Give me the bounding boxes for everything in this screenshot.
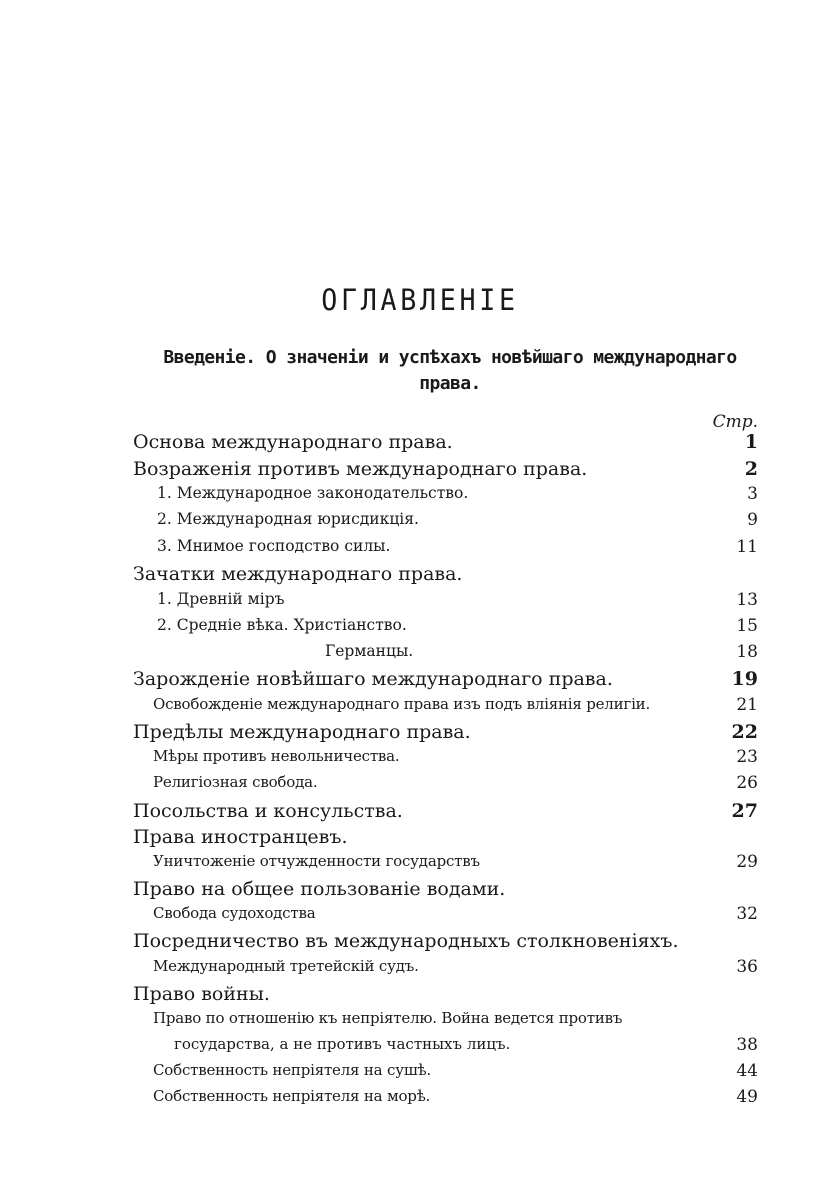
toc-entry-page-number: 38	[736, 1035, 758, 1055]
toc-entry-title: 2. Средніе вѣка. Христіанство.	[157, 616, 407, 634]
toc-entry-page-number: 23	[736, 747, 758, 767]
toc-entry-title: Свобода судоходства	[153, 904, 316, 922]
toc-entry-page-number: 22	[731, 721, 758, 743]
toc-entry-title: Зачатки международнаго права.	[133, 563, 463, 585]
toc-entry-page-number: 19	[731, 668, 758, 690]
toc-entry-page-number: 49	[736, 1087, 758, 1107]
toc-entry-title: Право по отношенію къ непріятелю. Война ведется противъ	[153, 1009, 623, 1027]
toc-entry-page-number: 44	[736, 1061, 758, 1081]
toc-entry-title: Право на общее пользованіе водами.	[133, 878, 506, 900]
toc-entry-page-number: 15	[736, 616, 758, 636]
toc-entry-title: Право войны.	[133, 983, 270, 1005]
toc-entry-title: Основа международнаго права.	[133, 431, 453, 453]
toc-entry-title: Международный третейскій судъ.	[153, 957, 419, 975]
toc-entry-title: Собственность непріятеля на сушѣ.	[153, 1061, 431, 1079]
toc-entry-title: государства, а не противъ частныхъ лицъ.	[174, 1035, 511, 1053]
toc-entry-title: Собственность непріятеля на морѣ.	[153, 1087, 431, 1105]
toc-entry-title: 1. Международное законодательство.	[157, 484, 469, 502]
introduction-heading	[140, 345, 760, 397]
toc-entry-title: Посредничество въ международныхъ столкновеніяхъ.	[133, 930, 679, 952]
toc-entry-page-number: 26	[736, 773, 758, 793]
toc-entry-page-number: 9	[747, 510, 758, 530]
introduction-heading-line-2: права.	[419, 373, 481, 394]
toc-entry-page-number: 29	[736, 852, 758, 872]
toc-entry-page-number: 11	[736, 537, 758, 557]
toc-entry-title: Мѣры противъ невольничества.	[153, 747, 400, 765]
toc-entry-title: Посольства и консульства.	[133, 800, 403, 822]
toc-entry-title: 1. Древній міръ	[157, 590, 285, 608]
toc-entry-page-number: 2	[744, 458, 758, 480]
page-title: ОГЛАВЛЕНІЕ	[321, 283, 519, 317]
toc-entry-page-number: 21	[736, 695, 758, 715]
introduction-heading-line-1: Введеніе. О значеніи и успѣхахъ новѣйшаго международнаго	[163, 347, 737, 368]
toc-entry-page-number: 18	[736, 642, 758, 662]
toc-entry-title: Возраженія противъ международнаго права.	[133, 458, 588, 480]
toc-entry-title: Права иностранцевъ.	[133, 826, 348, 848]
page-column-header: Стр.	[712, 412, 758, 432]
toc-entry-title: Освобожденіе международнаго права изъ подъ вліянія религіи.	[153, 695, 651, 713]
toc-entry-title: Германцы.	[325, 642, 414, 660]
toc-entry-page-number: 3	[747, 484, 758, 504]
toc-entry-title: Зарожденіе новѣйшаго международнаго права.	[133, 668, 613, 690]
toc-entry-title: 3. Мнимое господство силы.	[157, 537, 391, 555]
toc-entry-page-number: 36	[736, 957, 758, 977]
toc-entry-title: 2. Международная юрисдикція.	[157, 510, 419, 528]
toc-entry-title: Предѣлы международнаго права.	[133, 721, 471, 743]
toc-entry-page-number: 13	[736, 590, 758, 610]
toc-entry-title: Религіозная свобода.	[153, 773, 318, 791]
toc-entry-page-number: 1	[744, 431, 758, 453]
toc-entry-title: Уничтоженіе отчужденности государствъ	[153, 852, 480, 870]
toc-entry-page-number: 27	[731, 800, 758, 822]
toc-entry-page-number: 32	[736, 904, 758, 924]
